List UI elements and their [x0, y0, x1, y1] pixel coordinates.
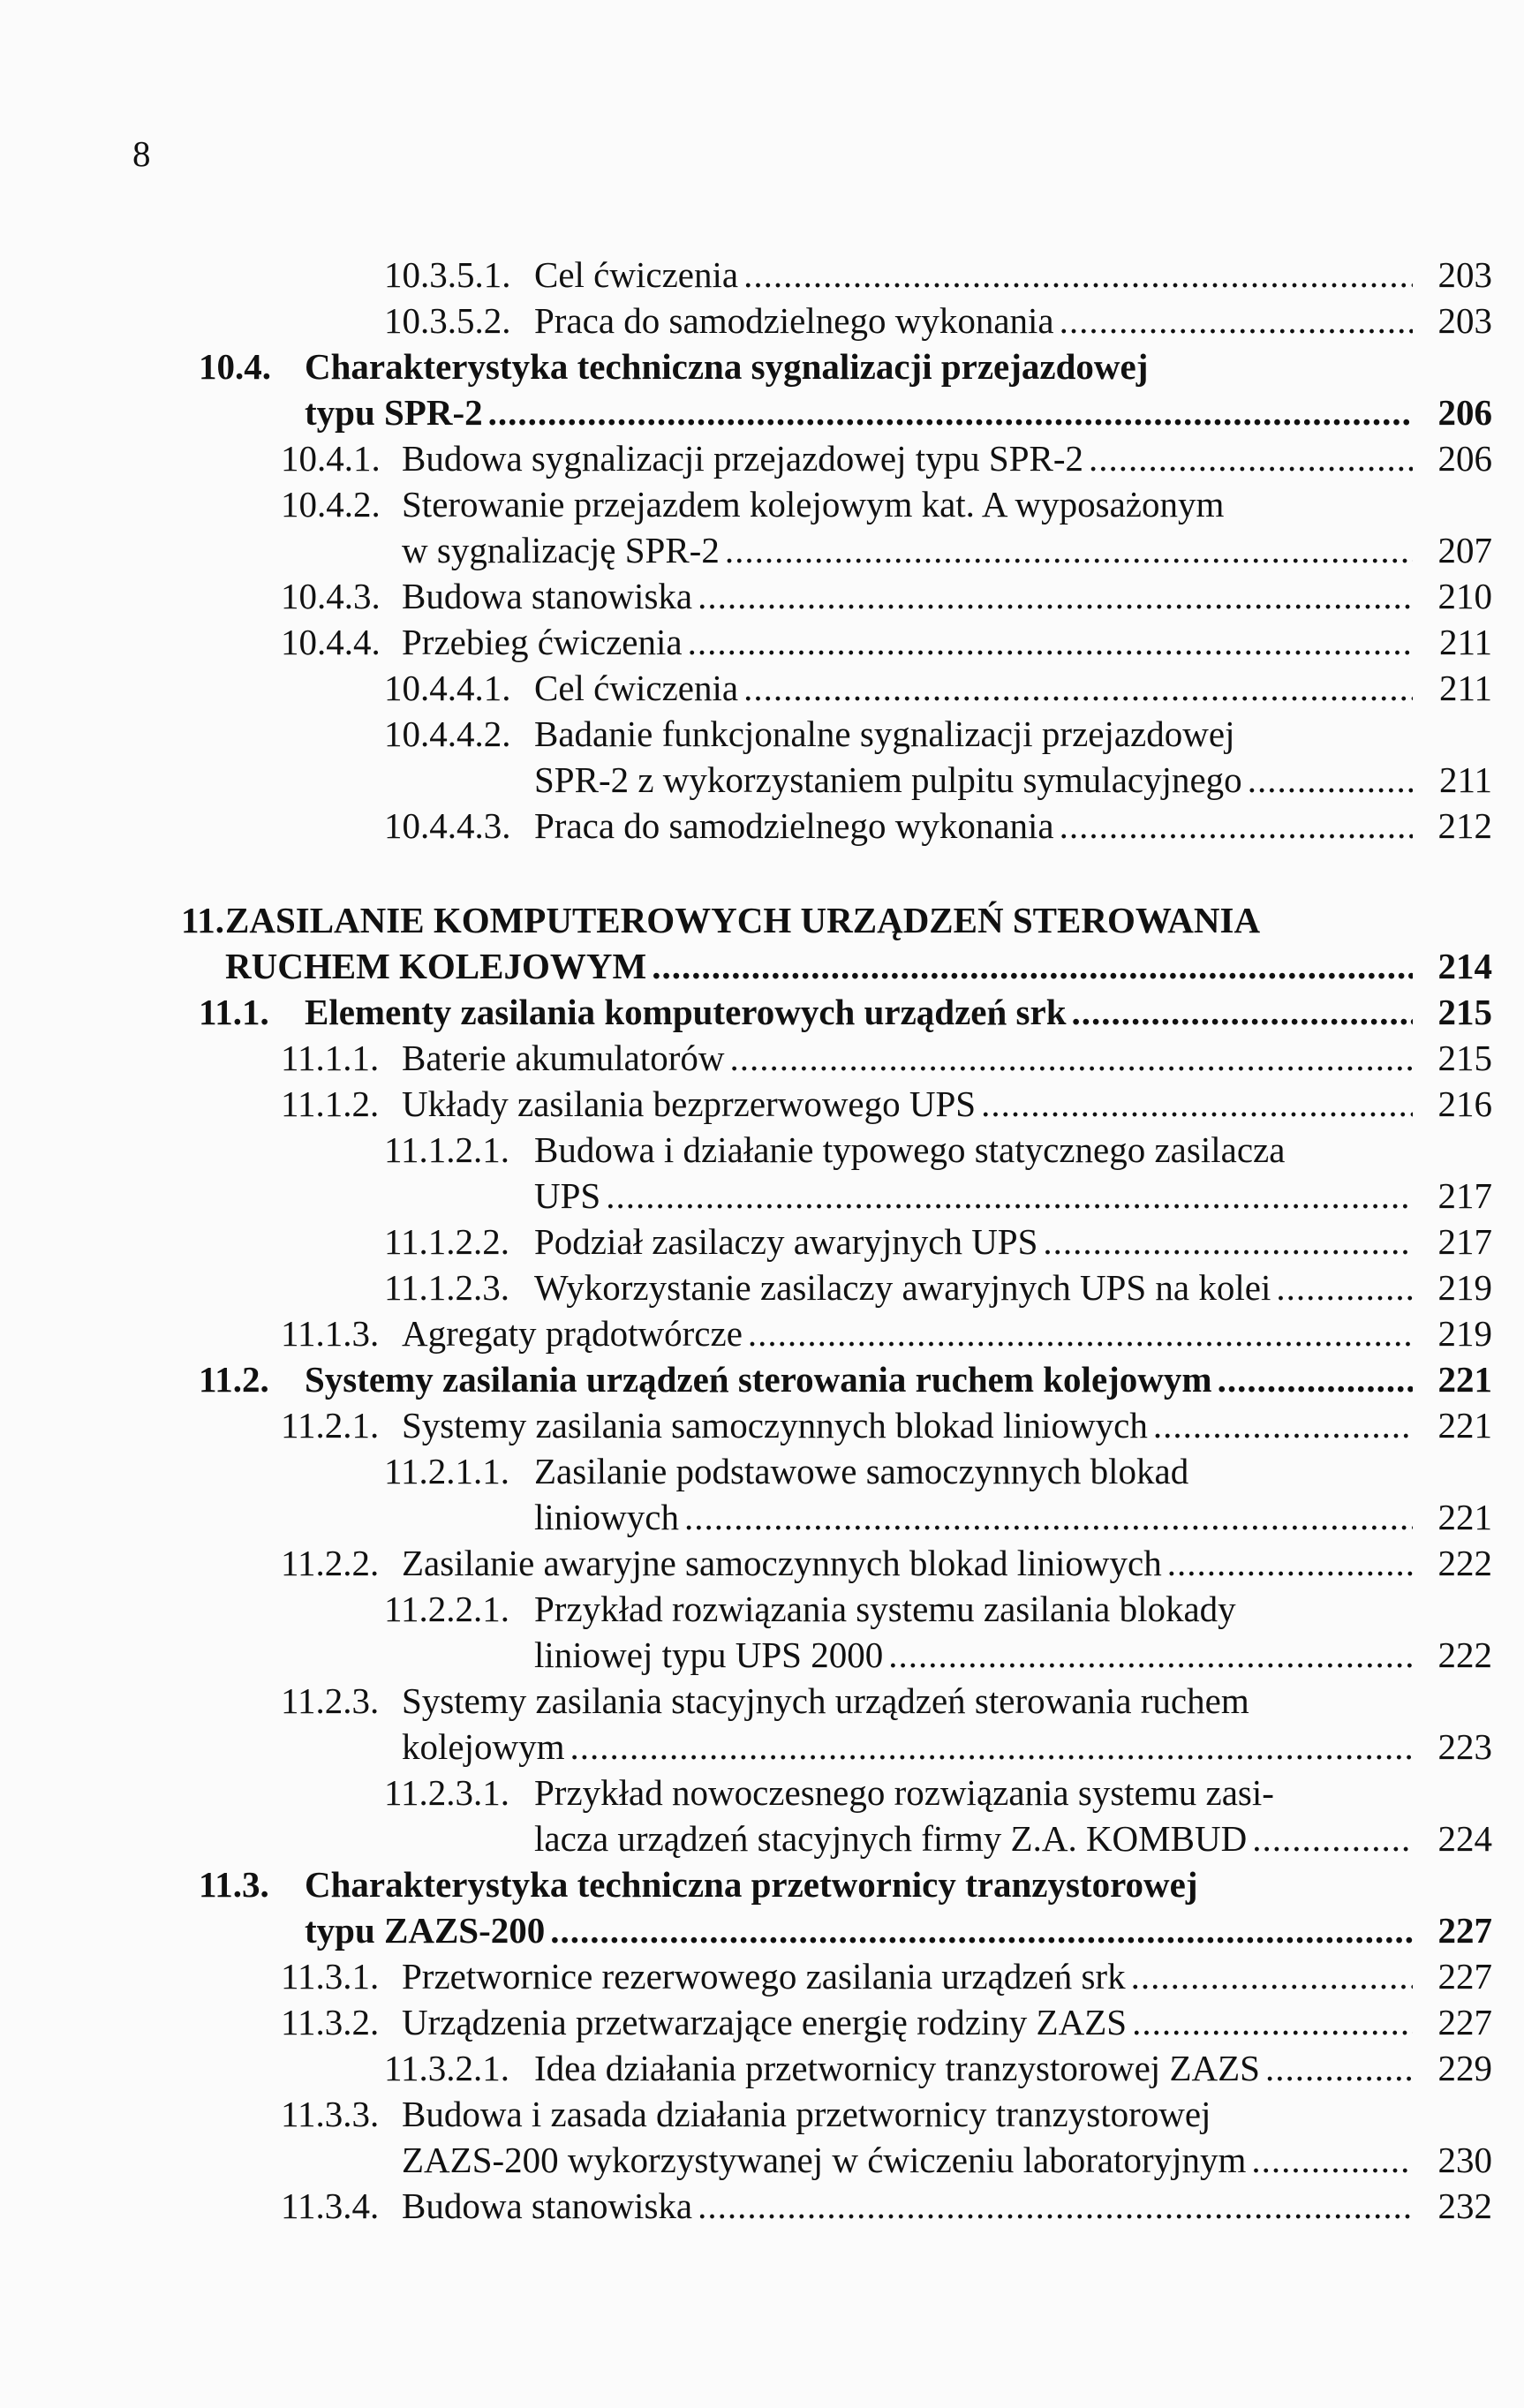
- toc-entry-title: Cel ćwiczenia: [534, 668, 739, 708]
- dot-leader: [748, 1310, 1413, 1356]
- toc-entry-page: 206: [1437, 392, 1492, 433]
- toc-entry-number: 11.2.3.1.: [384, 1772, 509, 1813]
- toc-entry[interactable]: [0, 2045, 1524, 2091]
- toc-entry-title: Przebieg ćwiczenia: [402, 622, 683, 662]
- toc-entry-number: 10.4.: [199, 346, 271, 387]
- toc-entry-number: 11.1.2.: [281, 1083, 380, 1124]
- dot-leader: [1089, 435, 1413, 481]
- toc-entry-title: lacza urządzeń stacyjnych firmy Z.A. KOMBUD: [534, 1818, 1248, 1859]
- toc-entry[interactable]: [0, 1540, 1524, 1586]
- toc-entry-number: 11.3.: [199, 1864, 269, 1905]
- toc-entry-title: Badanie funkcjonalne sygnalizacji przejazdowej: [534, 713, 1235, 754]
- toc-entry-number: 10.4.2.: [281, 484, 381, 525]
- toc-entry-page: 227: [1437, 1910, 1492, 1951]
- dot-leader: [1252, 1815, 1413, 1861]
- toc-entry[interactable]: [0, 1264, 1524, 1310]
- toc-entry-title: w sygnalizację SPR-2: [402, 530, 720, 570]
- toc-entry-number: 11.1.: [199, 992, 269, 1032]
- toc-entry[interactable]: [0, 711, 1524, 803]
- dot-leader: [488, 389, 1413, 435]
- toc-entry-page: 221: [1437, 1405, 1492, 1446]
- toc-entry-number: 11.2.3.: [281, 1680, 380, 1721]
- toc-entry[interactable]: [0, 435, 1524, 481]
- toc-entry-title: Budowa sygnalizacji przejazdowej typu SPR-2: [402, 438, 1083, 479]
- toc-entry-number: 11.3.2.1.: [384, 2048, 509, 2088]
- dot-leader: [1060, 803, 1413, 849]
- toc-entry-page: 217: [1437, 1221, 1492, 1262]
- toc-entry-number: 10.4.4.2.: [384, 713, 511, 754]
- toc-entry-title: ZAZS-200 wykorzystywanej w ćwiczeniu laboratoryjnym: [402, 2140, 1247, 2180]
- dot-leader: [729, 1035, 1413, 1081]
- dot-leader: [743, 252, 1413, 298]
- toc-entry-number: 10.4.1.: [281, 438, 381, 479]
- toc-entry-page: 216: [1437, 1083, 1492, 1124]
- dot-leader: [1167, 1540, 1413, 1586]
- toc-entry-page: 214: [1437, 946, 1492, 986]
- toc-entry-number: 10.3.5.2.: [384, 300, 511, 341]
- toc-entry[interactable]: [0, 1953, 1524, 1999]
- toc-entry-title: Przykład rozwiązania systemu zasilania blokady: [534, 1589, 1236, 1629]
- toc-entry[interactable]: [0, 1770, 1524, 1861]
- toc-entry-title: Systemy zasilania urządzeń sterowania ruchem kolejowym: [305, 1359, 1212, 1400]
- toc-entry-page: 206: [1437, 438, 1492, 479]
- toc-entry-title: Systemy zasilania samoczynnych blokad liniowych: [402, 1405, 1148, 1446]
- toc-entry-title: Urządzenia przetwarzające energię rodziny ZAZS: [402, 2002, 1128, 2042]
- toc-entry[interactable]: [0, 1448, 1524, 1540]
- toc-entry-page: 222: [1437, 1543, 1492, 1583]
- toc-entry[interactable]: [0, 252, 1524, 298]
- toc-entry[interactable]: [0, 2183, 1524, 2229]
- toc-entry[interactable]: [0, 989, 1524, 1035]
- toc-entry[interactable]: [0, 1035, 1524, 1081]
- dot-leader: [698, 573, 1413, 619]
- toc-entry-title: Cel ćwiczenia: [534, 254, 739, 295]
- dot-leader: [684, 1494, 1413, 1540]
- toc-entry-page: 221: [1437, 1359, 1492, 1400]
- toc-entry-page: 224: [1437, 1818, 1492, 1859]
- dot-leader: [1132, 1999, 1413, 2045]
- toc-entry[interactable]: [0, 2091, 1524, 2183]
- toc-entry-number: 11.2.2.1.: [384, 1589, 509, 1629]
- dot-leader: [1218, 1356, 1413, 1402]
- toc-entry-page: 207: [1437, 530, 1492, 570]
- toc-entry-title: Zasilanie podstawowe samoczynnych blokad: [534, 1451, 1189, 1491]
- toc-entry-title: typu ZAZS-200: [305, 1910, 546, 1951]
- dot-leader: [1276, 1264, 1413, 1310]
- toc-entry[interactable]: [0, 343, 1524, 435]
- toc-entry[interactable]: [0, 1678, 1524, 1770]
- page-number: 8: [132, 133, 151, 174]
- dot-leader: [888, 1632, 1413, 1678]
- toc-entry-title: liniowej typu UPS 2000: [534, 1634, 884, 1675]
- toc-entry-title: Agregaty prądotwórcze: [402, 1313, 743, 1354]
- toc-entry-title: Praca do samodzielnego wykonania: [534, 805, 1054, 846]
- dot-leader: [1153, 1402, 1413, 1448]
- toc-entry-number: 11.3.3.: [281, 2094, 380, 2134]
- toc-entry-title: kolejowym: [402, 1726, 565, 1767]
- dot-leader: [688, 619, 1413, 665]
- toc-entry-number: 11.: [181, 900, 224, 940]
- toc-entry[interactable]: [0, 1310, 1524, 1356]
- toc-entry-number: 10.3.5.1.: [384, 254, 511, 295]
- toc-entry-number: 11.2.1.1.: [384, 1451, 509, 1491]
- toc-entry-title: Idea działania przetwornicy tranzystorowej ZAZS: [534, 2048, 1260, 2088]
- toc-entry-title: Charakterystyka techniczna sygnalizacji przejazdowej: [305, 346, 1149, 387]
- toc-entry-title: Sterowanie przejazdem kolejowym kat. A wyposażonym: [402, 484, 1225, 525]
- toc-entry-title: Budowa i działanie typowego statycznego zasilacza: [534, 1129, 1286, 1170]
- toc-entry-number: 11.1.3.: [281, 1313, 380, 1354]
- toc-entry-title: Układy zasilania bezprzerwowego UPS: [402, 1083, 977, 1124]
- toc-entry[interactable]: [0, 1127, 1524, 1219]
- toc-entry-title: Baterie akumulatorów: [402, 1038, 725, 1078]
- table-of-contents: [0, 252, 1524, 2229]
- toc-entry-page: 227: [1437, 1956, 1492, 1997]
- toc-entry[interactable]: [0, 298, 1524, 343]
- toc-entry[interactable]: [0, 573, 1524, 619]
- toc-entry-number: 10.4.4.3.: [384, 805, 511, 846]
- toc-entry-title: Budowa stanowiska: [402, 576, 693, 616]
- toc-entry-page: 219: [1437, 1267, 1492, 1308]
- toc-entry[interactable]: [0, 803, 1524, 849]
- dot-leader: [981, 1081, 1413, 1127]
- toc-entry-title: Przykład nowoczesnego rozwiązania systemu zasi-: [534, 1772, 1274, 1813]
- toc-entry-number: 11.3.2.: [281, 2002, 380, 2042]
- toc-entry-page: 229: [1437, 2048, 1492, 2088]
- toc-entry-page: 223: [1437, 1726, 1492, 1767]
- toc-entry-page: 217: [1437, 1175, 1492, 1216]
- toc-entry-title: Elementy zasilania komputerowych urządzeń srk: [305, 992, 1067, 1032]
- dot-leader: [1060, 298, 1413, 343]
- toc-entry-title: Charakterystyka techniczna przetwornicy tranzystorowej: [305, 1864, 1198, 1905]
- toc-entry-number: 11.2.2.: [281, 1543, 380, 1583]
- toc-entry[interactable]: [0, 665, 1524, 711]
- dot-leader: [1248, 757, 1413, 803]
- dot-leader: [652, 943, 1413, 989]
- toc-entry-number: 10.4.4.1.: [384, 668, 511, 708]
- toc-entry[interactable]: [0, 1081, 1524, 1127]
- section-gap: [0, 849, 1524, 897]
- toc-entry-title: Systemy zasilania stacyjnych urządzeń sterowania ruchem: [402, 1680, 1249, 1721]
- dot-leader: [1043, 1219, 1413, 1264]
- toc-entry-page: 215: [1437, 992, 1492, 1032]
- toc-entry-title: Wykorzystanie zasilaczy awaryjnych UPS na kolei: [534, 1267, 1271, 1308]
- toc-entry-page: 215: [1437, 1038, 1492, 1078]
- dot-leader: [1265, 2045, 1413, 2091]
- dot-leader: [1251, 2137, 1413, 2183]
- toc-entry-number: 11.2.: [199, 1359, 269, 1400]
- toc-entry-page: 227: [1437, 2002, 1492, 2042]
- toc-entry-title: UPS: [534, 1175, 601, 1216]
- toc-entry-number: 11.3.1.: [281, 1956, 380, 1997]
- toc-entry-page: 203: [1437, 300, 1492, 341]
- dot-leader: [570, 1724, 1413, 1770]
- toc-entry-number: 11.1.1.: [281, 1038, 380, 1078]
- toc-entry-page: 221: [1437, 1497, 1492, 1537]
- toc-entry-page: 219: [1437, 1313, 1492, 1354]
- toc-entry-page: 211: [1439, 668, 1492, 708]
- toc-entry-number: 10.4.3.: [281, 576, 381, 616]
- toc-entry-title: Przetwornice rezerwowego zasilania urządzeń srk: [402, 1956, 1126, 1997]
- dot-leader: [606, 1173, 1413, 1219]
- toc-entry[interactable]: [0, 1356, 1524, 1402]
- toc-entry-title: Budowa stanowiska: [402, 2185, 693, 2226]
- toc-entry-page: 211: [1439, 622, 1492, 662]
- toc-entry-number: 11.1.2.3.: [384, 1267, 509, 1308]
- toc-entry-page: 230: [1437, 2140, 1492, 2180]
- toc-entry-title: RUCHEM KOLEJOWYM: [225, 946, 647, 986]
- toc-entry[interactable]: [0, 1861, 1524, 1953]
- toc-entry-title: liniowych: [534, 1497, 679, 1537]
- toc-entry-title: SPR-2 z wykorzystaniem pulpitu symulacyjnego: [534, 759, 1242, 800]
- toc-entry-number: 11.1.2.2.: [384, 1221, 509, 1262]
- toc-entry[interactable]: [0, 481, 1524, 573]
- toc-entry[interactable]: [0, 619, 1524, 665]
- toc-entry-title: ZASILANIE KOMPUTEROWYCH URZĄDZEŃ STEROWANIA: [225, 900, 1261, 940]
- toc-entry[interactable]: [0, 1999, 1524, 2045]
- toc-entry-number: 11.1.2.1.: [384, 1129, 509, 1170]
- toc-entry-page: 232: [1437, 2185, 1492, 2226]
- dot-leader: [743, 665, 1413, 711]
- toc-entry-title: Zasilanie awaryjne samoczynnych blokad liniowych: [402, 1543, 1162, 1583]
- toc-entry-page: 211: [1439, 759, 1492, 800]
- dot-leader: [725, 527, 1413, 573]
- toc-entry-number: 10.4.4.: [281, 622, 381, 662]
- toc-entry[interactable]: [0, 897, 1524, 989]
- toc-entry-title: Budowa i zasada działania przetwornicy tranzystorowej: [402, 2094, 1211, 2134]
- dot-leader: [550, 1907, 1413, 1953]
- toc-entry-page: 212: [1437, 805, 1492, 846]
- dot-leader: [1072, 989, 1413, 1035]
- toc-entry-page: 210: [1437, 576, 1492, 616]
- toc-entry-page: 203: [1437, 254, 1492, 295]
- toc-entry[interactable]: [0, 1586, 1524, 1678]
- toc-entry-number: 11.2.1.: [281, 1405, 380, 1446]
- toc-entry-title: Praca do samodzielnego wykonania: [534, 300, 1054, 341]
- toc-entry-number: 11.3.4.: [281, 2185, 380, 2226]
- toc-entry[interactable]: [0, 1219, 1524, 1264]
- toc-entry[interactable]: [0, 1402, 1524, 1448]
- toc-entry-title: Podział zasilaczy awaryjnych UPS: [534, 1221, 1038, 1262]
- toc-entry-page: 222: [1437, 1634, 1492, 1675]
- dot-leader: [698, 2183, 1413, 2229]
- toc-entry-title: typu SPR-2: [305, 392, 483, 433]
- dot-leader: [1131, 1953, 1413, 1999]
